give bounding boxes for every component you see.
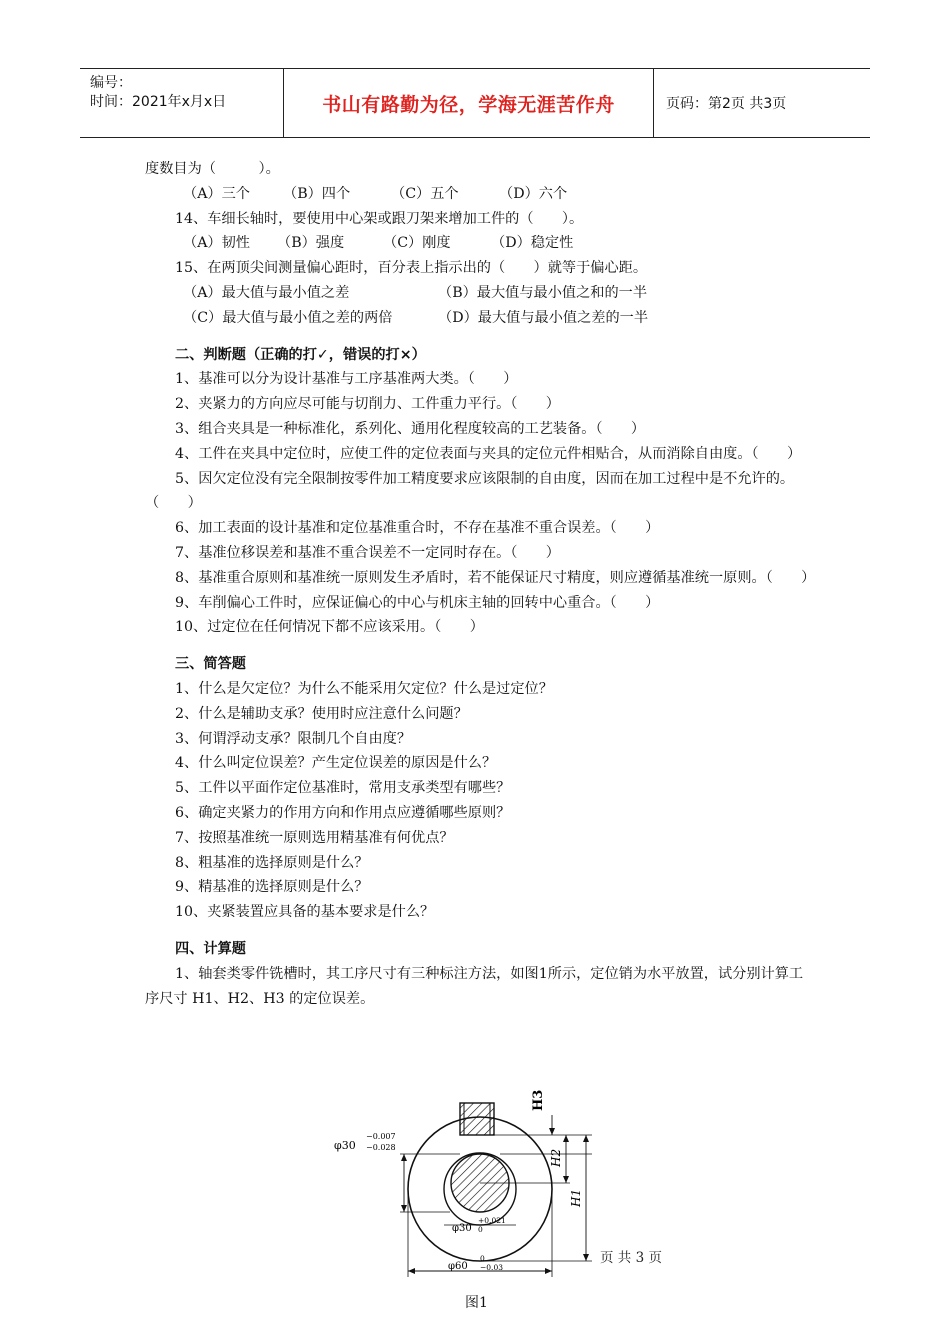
- qa-item-9: 9、精基准的选择原则是什么？: [175, 879, 369, 896]
- label-shaft-upper: −0.007: [366, 1132, 396, 1141]
- label-bore-lower: 0: [478, 1225, 483, 1234]
- q15-options-row1: [145, 281, 810, 306]
- label-bore-upper: +0.021: [478, 1216, 506, 1225]
- header-number-label: 编号：: [90, 75, 132, 91]
- label-shaft-dia: φ30: [334, 1139, 356, 1152]
- header-page-label: 页码：第2页 共3页: [666, 96, 787, 112]
- header-time-label: 时间：2021年x月x日: [90, 94, 227, 110]
- q14-text: 14、车细长轴时，要使用中心架或跟刀架来增加工件的（ ）。: [175, 210, 584, 227]
- q14-options: [145, 231, 810, 256]
- label-outer-upper: 0: [480, 1254, 485, 1263]
- figure-caption: 图1: [465, 1295, 488, 1311]
- judge-item-9: 9、车削偏心工件时，应保证偏心的中心与机床主轴的回转中心重合。（ ）: [175, 594, 660, 611]
- q14-option-c: （C）刚度: [383, 235, 451, 252]
- label-h3: H3: [531, 1089, 546, 1111]
- qa-item-7: 7、按照基准统一原则选用精基准有何优点？: [175, 829, 454, 846]
- label-outer-dia: φ60: [448, 1261, 468, 1272]
- label-h1: H1: [569, 1188, 583, 1207]
- judge-item-6: 6、加工表面的设计基准和定位基准重合时，不存在基准不重合误差。（ ）: [175, 520, 660, 537]
- qa-item-1: 1、什么是欠定位？为什么不能采用欠定位？什么是过定位？: [175, 680, 553, 697]
- qa-item-10: 10、夹紧装置应具备的基本要求是什么？: [175, 904, 435, 921]
- header-page-cell: [654, 69, 870, 137]
- q14-option-b: （B）强度: [277, 235, 345, 252]
- qa-item-2: 2、什么是辅助支承？使用时应注意什么问题？: [175, 705, 468, 722]
- q13-tail-text: 度数目为（ ）。: [145, 161, 280, 177]
- q13-options: [145, 182, 810, 207]
- judge-item-8: 8、基准重合原则和基准统一原则发生矛盾时，若不能保证尺寸精度，则应遵循基准统一原则。（ ）: [175, 569, 816, 586]
- section2-title: 二、判断题（正确的打✓，错误的打×）: [175, 346, 426, 363]
- qa-item-4: 4、什么叫定位误差？产生定位误差的原因是什么？: [175, 755, 497, 772]
- header-motto-cell: [284, 69, 654, 137]
- q13-option-a: （A）三个: [183, 185, 250, 202]
- judge-item-5: 5、因欠定位没有完全限制按零件加工精度要求应该限制的自由度，因而在加工过程中是不允许的。（ ）: [145, 470, 795, 512]
- q15-option-a: （A）最大值与最小值之差: [183, 284, 350, 301]
- q13-option-c: （C）五个: [391, 185, 459, 202]
- page-header: [80, 68, 870, 138]
- milling-cutter: [460, 1103, 494, 1135]
- qa-item-3: 3、何谓浮动支承？限制几个自由度？: [175, 730, 412, 747]
- qa-item-6: 6、确定夹紧力的作用方向和作用点应遵循哪些原则？: [175, 804, 511, 821]
- document-body: [145, 157, 816, 1011]
- header-meta-cell: [80, 69, 284, 137]
- label-outer-lower: −0.03: [480, 1263, 503, 1272]
- judge-item-1: 1、基准可以分为设计基准与工序基准两大类。（ ）: [175, 371, 518, 388]
- q15-option-b: （B）最大值与最小值之和的一半: [438, 284, 648, 301]
- q13-option-d: （D）六个: [499, 185, 568, 202]
- qa-item-8: 8、粗基准的选择原则是什么？: [175, 854, 369, 871]
- judge-item-4: 4、工件在夹具中定位时，应使工件的定位表面与夹具的定位元件相贴合，从而消除自由度。（ ）: [175, 445, 802, 462]
- figure-1-diagram: [330, 1085, 620, 1285]
- page-footer-fragment: 页 共 3 页: [600, 1250, 662, 1266]
- judge-item-7: 7、基准位移误差和基准不重合误差不一定同时存在。（ ）: [175, 544, 560, 561]
- judge-item-10: 10、过定位在任何情况下都不应该采用。（ ）: [175, 619, 484, 636]
- q14-option-d: （D）稳定性: [491, 235, 574, 252]
- judge-item-2: 2、夹紧力的方向应尽可能与切削力、工件重力平行。（ ）: [175, 396, 560, 413]
- section3-title: 三、简答题: [175, 656, 246, 673]
- section4-title: 四、计算题: [175, 940, 246, 957]
- qa-item-5: 5、工件以平面作定位基准时，常用支承类型有哪些？: [175, 780, 511, 797]
- judge-item-3: 3、组合夹具是一种标准化，系列化、通用化程度较高的工艺装备。（ ）: [175, 420, 646, 437]
- label-h2: H2: [549, 1148, 563, 1167]
- label-bore-dia: φ30: [452, 1223, 472, 1234]
- q13-option-b: （B）四个: [283, 185, 351, 202]
- q15-text: 15、在两顶尖间测量偏心距时，百分表上指示出的（ ）就等于偏心距。: [175, 260, 648, 277]
- label-shaft-lower: −0.028: [366, 1143, 396, 1152]
- q15-option-d: （D）最大值与最小值之差的一半: [438, 309, 649, 326]
- q15-options-row2: [145, 306, 810, 331]
- shaft-sleeve-drawing: [330, 1085, 620, 1285]
- q15-option-c: （C）最大值与最小值之差的两倍: [183, 309, 393, 326]
- calc-item-1: 1、轴套类零件铣槽时，其工序尺寸有三种标注方法，如图1所示，定位销为水平放置，试分别计算工序尺寸 H1、H2、H3 的定位误差。: [145, 965, 804, 1007]
- q14-option-a: （A）韧性: [183, 235, 250, 252]
- header-motto: 书山有路勤为径，学海无涯苦作舟: [322, 93, 615, 116]
